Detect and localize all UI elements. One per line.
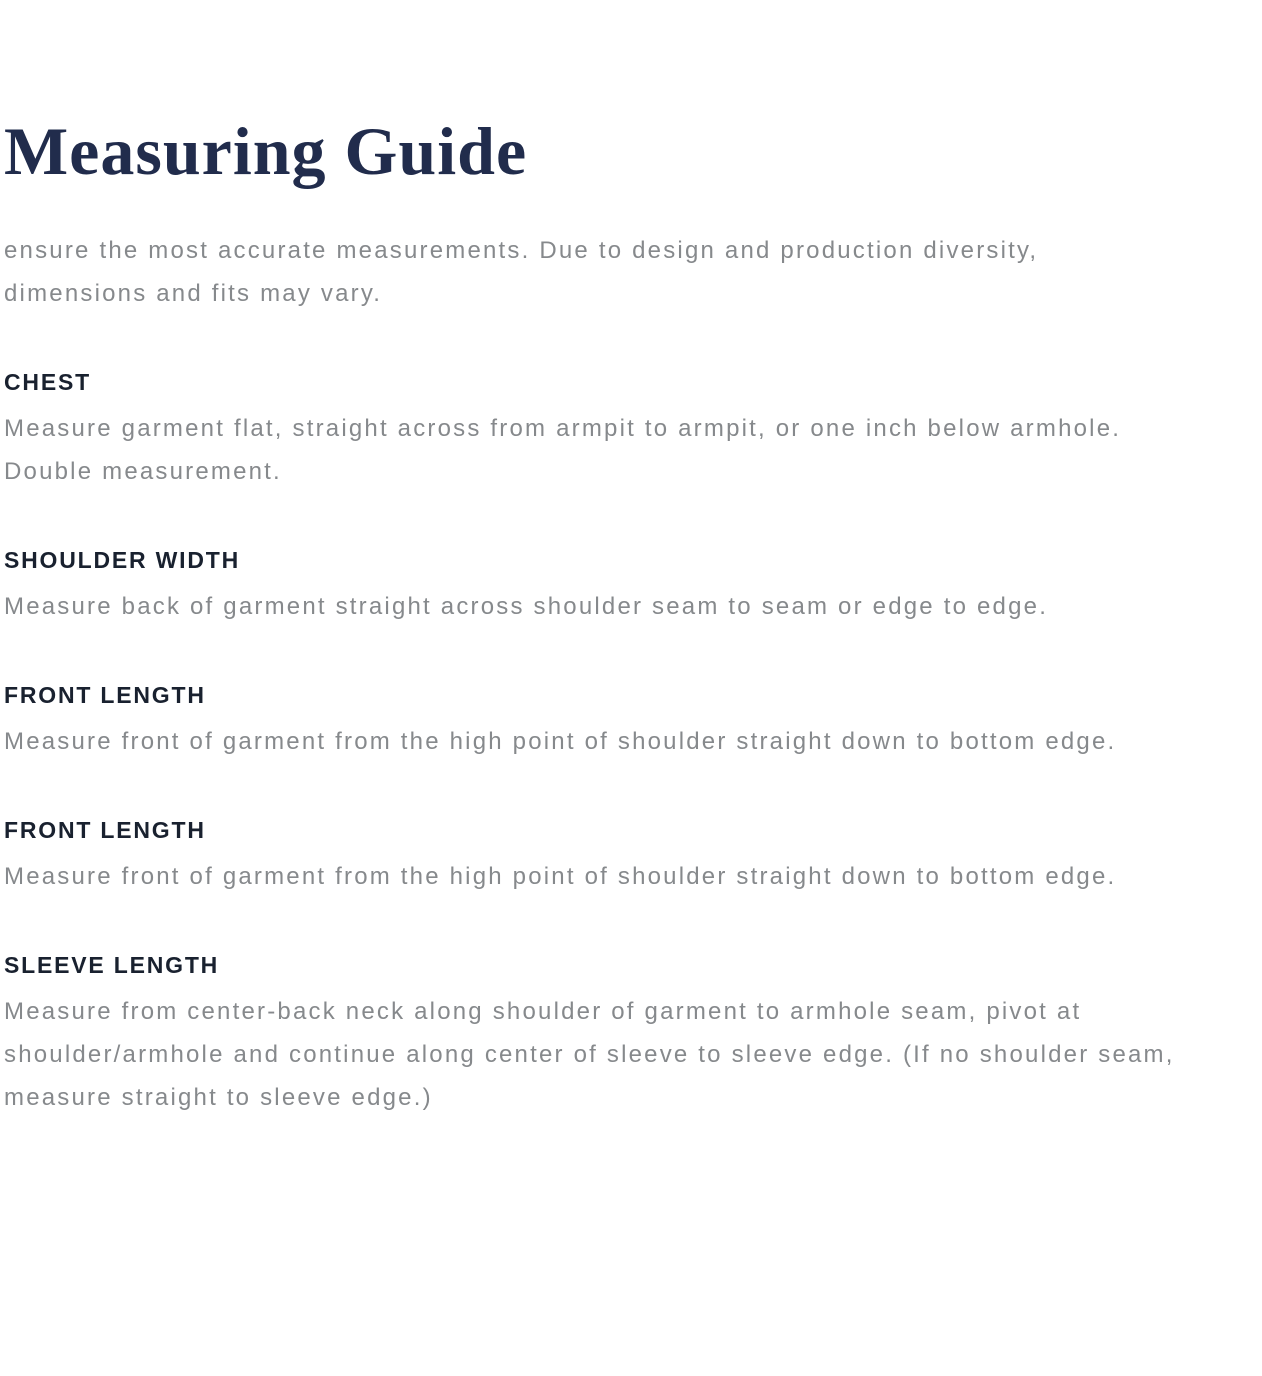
section-heading: SHOULDER WIDTH (4, 547, 241, 573)
section-sleeve-length (4, 951, 1262, 1119)
description-line: Measure front of garment from the high point of shoulder straight down to bottom edge. (4, 728, 1117, 755)
description-line: Measure from center-back neck along shoulder of garment to armhole seam, pivot at (4, 998, 1082, 1025)
section-front-length-2 (4, 816, 1262, 898)
section-heading: SLEEVE LENGTH (4, 952, 220, 978)
description-line: Double measurement. (4, 458, 282, 485)
section-heading: CHEST (4, 369, 91, 395)
section-front-length-1 (4, 681, 1262, 763)
measuring-guide-page (0, 114, 1262, 1376)
page-title: Measuring Guide (4, 113, 528, 189)
section-heading: FRONT LENGTH (4, 817, 206, 843)
description-line: measure straight to sleeve edge.) (4, 1084, 433, 1111)
description-line: Measure garment flat, straight across from armpit to armpit, or one inch below armhole. (4, 415, 1122, 442)
section-heading: FRONT LENGTH (4, 682, 206, 708)
description-line: Measure front of garment from the high point of shoulder straight down to bottom edge. (4, 863, 1117, 890)
description-line: Measure back of garment straight across shoulder seam to seam or edge to edge. (4, 593, 1049, 620)
intro-text (4, 229, 1262, 315)
section-description (4, 585, 1262, 628)
intro-line: dimensions and fits may vary. (4, 280, 383, 307)
section-chest (4, 368, 1262, 493)
section-description (4, 990, 1262, 1119)
section-shoulder-width (4, 546, 1262, 628)
intro-line: ensure the most accurate measurements. Due to design and production diversity, (4, 237, 1039, 264)
description-line: shoulder/armhole and continue along center of sleeve to sleeve edge. (If no shoulder seam, (4, 1041, 1175, 1068)
section-description (4, 720, 1262, 763)
section-description (4, 855, 1262, 898)
section-description (4, 407, 1262, 493)
